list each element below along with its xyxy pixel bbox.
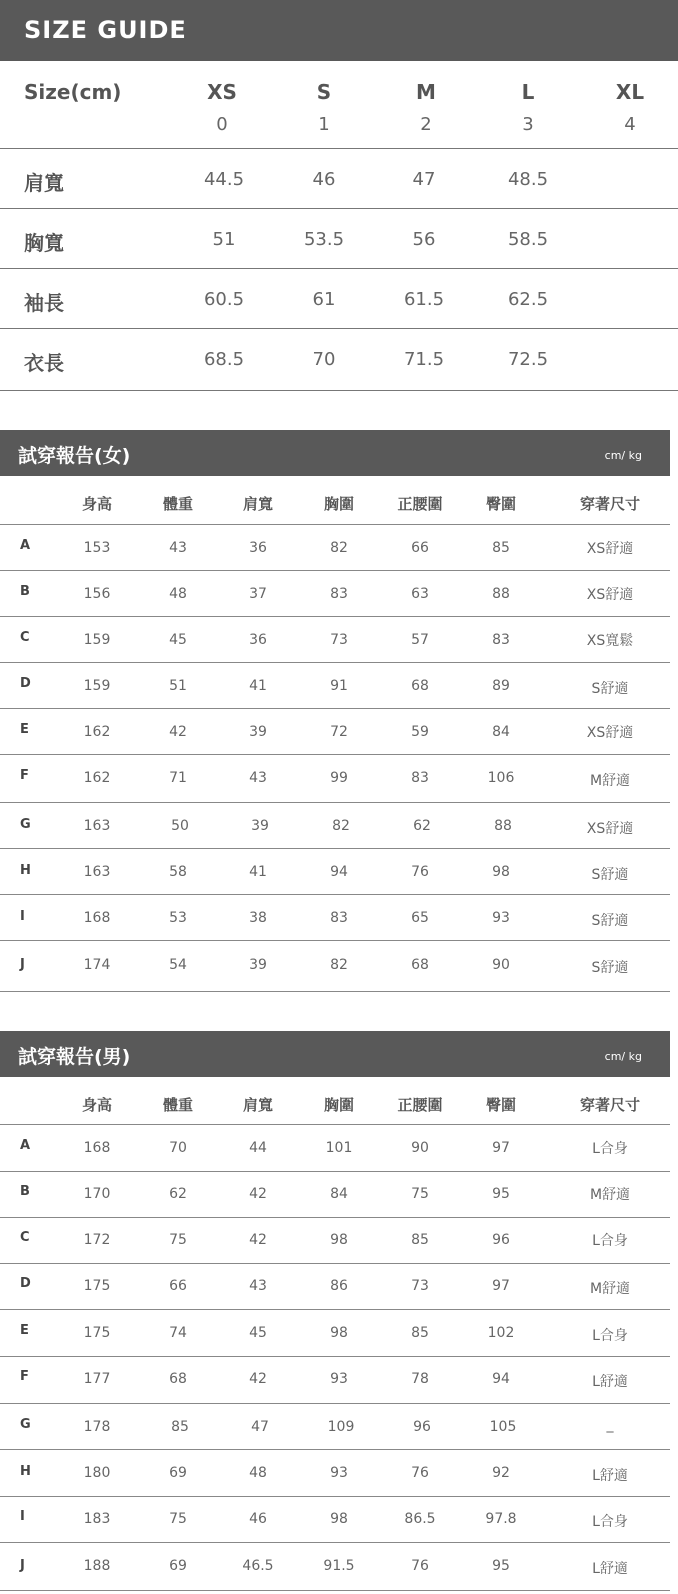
measure-value: 70	[312, 349, 336, 370]
table-cell: 91	[330, 678, 348, 694]
divider	[0, 1449, 670, 1450]
table-cell: 48	[169, 586, 187, 602]
table-cell: 39	[249, 724, 267, 740]
column-header: 肩寬	[242, 495, 273, 513]
divider	[0, 1124, 670, 1125]
table-cell: 68	[169, 1371, 187, 1387]
measure-value: 71.5	[403, 349, 445, 370]
table-cell: 42	[249, 1371, 267, 1387]
table-cell: 95	[492, 1186, 510, 1202]
table-cell: XS舒適	[586, 725, 634, 741]
table-cell: 53	[169, 910, 187, 926]
table-cell: 93	[492, 910, 510, 926]
column-header: 臀圍	[485, 1096, 516, 1114]
measure-value: 61.5	[403, 289, 445, 310]
table-cell: _	[606, 1417, 614, 1433]
size-number: 1	[318, 114, 330, 135]
table-cell: M舒適	[589, 1281, 631, 1297]
row-id: A	[20, 538, 31, 553]
table-cell: 163	[83, 864, 111, 880]
table-cell: 68	[411, 957, 429, 973]
table-cell: 92	[492, 1465, 510, 1481]
table-cell: 163	[83, 818, 111, 834]
table-cell: 37	[249, 586, 267, 602]
row-id: H	[20, 863, 31, 878]
column-header: 臀圍	[485, 495, 516, 513]
divider	[0, 1309, 670, 1310]
table-cell: 98	[330, 1325, 348, 1341]
column-header: 體重	[162, 1096, 193, 1114]
table-cell: 66	[169, 1278, 187, 1294]
table-cell: 98	[492, 864, 510, 880]
table-cell: L合身	[592, 1328, 628, 1344]
divider	[0, 570, 670, 571]
row-id: B	[20, 1184, 30, 1199]
table-cell: 170	[83, 1186, 111, 1202]
table-cell: 66	[411, 540, 429, 556]
divider	[0, 148, 678, 149]
measure-value: 53.5	[303, 229, 345, 250]
table-cell: 65	[411, 910, 429, 926]
table-cell: 85	[492, 540, 510, 556]
table-cell: 183	[83, 1511, 111, 1527]
divider	[0, 754, 670, 755]
table-cell: 174	[83, 957, 111, 973]
table-cell: 91.5	[323, 1558, 355, 1574]
table-cell: 102	[487, 1325, 515, 1341]
size-name: XS	[207, 80, 237, 104]
column-header: 肩寬	[242, 1096, 273, 1114]
table-cell: 47	[251, 1419, 269, 1435]
table-cell: 83	[411, 770, 429, 786]
table-cell: XS舒適	[586, 587, 634, 603]
divider	[0, 802, 670, 803]
table-cell: 76	[411, 1558, 429, 1574]
column-header: 穿著尺寸	[579, 1096, 640, 1114]
table-cell: 51	[169, 678, 187, 694]
table-cell: 59	[411, 724, 429, 740]
table-cell: 73	[411, 1278, 429, 1294]
table-cell: 172	[83, 1232, 111, 1248]
table-cell: 98	[330, 1232, 348, 1248]
female-report-title: 試穿報告(女)	[18, 445, 131, 467]
table-cell: 175	[83, 1325, 111, 1341]
table-cell: 74	[169, 1325, 187, 1341]
column-header: 胸圍	[323, 495, 354, 513]
row-id: B	[20, 584, 30, 599]
table-cell: 85	[171, 1419, 189, 1435]
male-report-title: 試穿報告(男)	[18, 1046, 131, 1068]
table-cell: 50	[171, 818, 189, 834]
table-cell: 76	[411, 1465, 429, 1481]
divider	[0, 208, 678, 209]
row-id: I	[20, 909, 25, 924]
table-cell: 42	[249, 1186, 267, 1202]
divider	[0, 708, 670, 709]
table-cell: 177	[83, 1371, 111, 1387]
table-cell: 153	[83, 540, 111, 556]
row-id: E	[20, 1323, 29, 1338]
table-cell: 86.5	[404, 1511, 436, 1527]
divider	[0, 940, 670, 941]
measure-label: 衣長	[24, 351, 64, 375]
measure-label: 袖長	[24, 291, 64, 315]
table-cell: 39	[251, 818, 269, 834]
table-cell: 96	[413, 1419, 431, 1435]
table-cell: 168	[83, 1140, 111, 1156]
row-id: D	[20, 1276, 31, 1291]
table-cell: 57	[411, 632, 429, 648]
table-cell: 39	[249, 957, 267, 973]
row-id: F	[20, 768, 29, 783]
table-cell: 71	[169, 770, 187, 786]
table-cell: 97	[492, 1278, 510, 1294]
column-header: 胸圍	[323, 1096, 354, 1114]
table-cell: 180	[83, 1465, 111, 1481]
table-cell: 90	[492, 957, 510, 973]
table-cell: 54	[169, 957, 187, 973]
divider	[0, 1263, 670, 1264]
divider	[0, 662, 670, 663]
table-cell: 162	[83, 770, 111, 786]
size-guide-header	[0, 0, 678, 61]
female-report-header	[0, 430, 670, 476]
table-cell: L合身	[592, 1141, 628, 1157]
size-name: L	[521, 80, 535, 104]
measure-value: 44.5	[203, 169, 245, 190]
divider	[0, 1403, 670, 1404]
table-cell: 68	[411, 678, 429, 694]
divider	[0, 390, 678, 391]
size-guide-title: SIZE GUIDE	[24, 16, 187, 44]
size-number: 2	[420, 114, 432, 135]
column-header: 穿著尺寸	[579, 495, 640, 513]
table-cell: XS舒適	[586, 541, 634, 557]
divider	[0, 1356, 670, 1357]
table-cell: 78	[411, 1371, 429, 1387]
table-cell: 42	[249, 1232, 267, 1248]
divider	[0, 1171, 670, 1172]
table-cell: 101	[325, 1140, 353, 1156]
measure-value: 47	[412, 169, 436, 190]
table-cell: 95	[492, 1558, 510, 1574]
table-cell: 76	[411, 864, 429, 880]
table-cell: 93	[330, 1465, 348, 1481]
table-cell: 69	[169, 1465, 187, 1481]
table-cell: 46	[249, 1511, 267, 1527]
divider	[0, 1496, 670, 1497]
measure-value: 60.5	[203, 289, 245, 310]
table-cell: L舒適	[592, 1374, 628, 1390]
table-cell: 36	[249, 632, 267, 648]
size-name: M	[416, 80, 436, 104]
table-cell: S舒適	[591, 960, 629, 976]
table-cell: 45	[249, 1325, 267, 1341]
table-cell: 97.8	[485, 1511, 517, 1527]
table-cell: 86	[330, 1278, 348, 1294]
table-cell: 162	[83, 724, 111, 740]
column-header: 體重	[162, 495, 193, 513]
table-cell: 82	[330, 540, 348, 556]
measure-value: 51	[212, 229, 236, 250]
measure-value: 46	[312, 169, 336, 190]
size-number: 3	[522, 114, 534, 135]
table-cell: 75	[411, 1186, 429, 1202]
table-cell: S舒適	[591, 913, 629, 929]
table-cell: 82	[330, 957, 348, 973]
table-cell: 62	[413, 818, 431, 834]
table-cell: S舒適	[591, 681, 629, 697]
divider	[0, 328, 678, 329]
table-cell: 105	[489, 1419, 517, 1435]
row-id: H	[20, 1464, 31, 1479]
table-cell: 96	[492, 1232, 510, 1248]
row-id: J	[20, 1558, 25, 1573]
male-report-unit: cm/ kg	[604, 1050, 642, 1063]
divider	[0, 1217, 670, 1218]
table-cell: 41	[249, 678, 267, 694]
table-cell: 46.5	[242, 1558, 274, 1574]
table-cell: 93	[330, 1371, 348, 1387]
size-number: 0	[216, 114, 228, 135]
table-cell: 175	[83, 1278, 111, 1294]
table-cell: 72	[330, 724, 348, 740]
row-id: J	[20, 957, 25, 972]
table-cell: 69	[169, 1558, 187, 1574]
row-id: G	[20, 1417, 31, 1432]
measure-value: 61	[312, 289, 336, 310]
table-cell: 45	[169, 632, 187, 648]
table-cell: 62	[169, 1186, 187, 1202]
table-cell: 188	[83, 1558, 111, 1574]
divider	[0, 1590, 670, 1591]
divider	[0, 894, 670, 895]
table-cell: 85	[411, 1325, 429, 1341]
table-cell: 43	[169, 540, 187, 556]
table-cell: 43	[249, 770, 267, 786]
measure-label: 肩寬	[24, 171, 64, 195]
divider	[0, 524, 670, 525]
table-cell: 42	[169, 724, 187, 740]
table-cell: 85	[411, 1232, 429, 1248]
table-cell: 156	[83, 586, 111, 602]
measure-value: 56	[412, 229, 436, 250]
table-cell: 99	[330, 770, 348, 786]
column-header: 身高	[81, 1096, 112, 1114]
table-cell: 83	[330, 910, 348, 926]
size-name: S	[316, 80, 332, 104]
row-id: E	[20, 722, 29, 737]
table-cell: 90	[411, 1140, 429, 1156]
table-cell: 48	[249, 1465, 267, 1481]
measure-value: 68.5	[203, 349, 245, 370]
table-cell: L合身	[592, 1233, 628, 1249]
table-cell: 88	[494, 818, 512, 834]
row-id: C	[20, 1230, 30, 1245]
table-cell: 36	[249, 540, 267, 556]
divider	[0, 848, 670, 849]
table-cell: 82	[332, 818, 350, 834]
measure-value: 48.5	[507, 169, 549, 190]
table-cell: S舒適	[591, 867, 629, 883]
table-cell: 159	[83, 678, 111, 694]
divider	[0, 616, 670, 617]
table-cell: 89	[492, 678, 510, 694]
table-cell: 88	[492, 586, 510, 602]
table-cell: L合身	[592, 1514, 628, 1530]
row-id: I	[20, 1509, 25, 1524]
row-id: G	[20, 817, 31, 832]
male-report-header	[0, 1031, 670, 1077]
table-cell: 38	[249, 910, 267, 926]
table-cell: 178	[83, 1419, 111, 1435]
column-header: 正腰圍	[397, 495, 443, 513]
table-cell: 106	[487, 770, 515, 786]
table-cell: 44	[249, 1140, 267, 1156]
table-cell: 83	[330, 586, 348, 602]
female-report-unit: cm/ kg	[604, 449, 642, 462]
column-header: 正腰圍	[397, 1096, 443, 1114]
row-id: D	[20, 676, 31, 691]
row-id: F	[20, 1369, 29, 1384]
table-cell: 41	[249, 864, 267, 880]
table-cell: 97	[492, 1140, 510, 1156]
measure-label: 胸寬	[24, 231, 64, 255]
divider	[0, 268, 678, 269]
size-number: 4	[624, 114, 636, 135]
table-cell: 63	[411, 586, 429, 602]
table-cell: 70	[169, 1140, 187, 1156]
table-cell: 75	[169, 1232, 187, 1248]
row-id: C	[20, 630, 30, 645]
size-header-label: Size(cm)	[24, 80, 122, 104]
column-header: 身高	[81, 495, 112, 513]
table-cell: 83	[492, 632, 510, 648]
table-cell: 58	[169, 864, 187, 880]
measure-value: 58.5	[507, 229, 549, 250]
size-name: XL	[615, 80, 645, 104]
table-cell: 168	[83, 910, 111, 926]
table-cell: XS舒適	[586, 821, 634, 837]
table-cell: XS寬鬆	[586, 633, 634, 649]
table-cell: 75	[169, 1511, 187, 1527]
table-cell: 73	[330, 632, 348, 648]
table-cell: 94	[330, 864, 348, 880]
table-cell: M舒適	[589, 1187, 631, 1203]
measure-value: 62.5	[507, 289, 549, 310]
table-cell: 84	[492, 724, 510, 740]
table-cell: 159	[83, 632, 111, 648]
table-cell: L舒適	[592, 1468, 628, 1484]
row-id: A	[20, 1138, 31, 1153]
divider	[0, 1542, 670, 1543]
table-cell: 109	[327, 1419, 355, 1435]
table-cell: M舒適	[589, 773, 631, 789]
table-cell: 43	[249, 1278, 267, 1294]
table-cell: 98	[330, 1511, 348, 1527]
measure-value: 72.5	[507, 349, 549, 370]
table-cell: 84	[330, 1186, 348, 1202]
table-cell: L舒適	[592, 1561, 628, 1577]
divider	[0, 991, 670, 992]
table-cell: 94	[492, 1371, 510, 1387]
